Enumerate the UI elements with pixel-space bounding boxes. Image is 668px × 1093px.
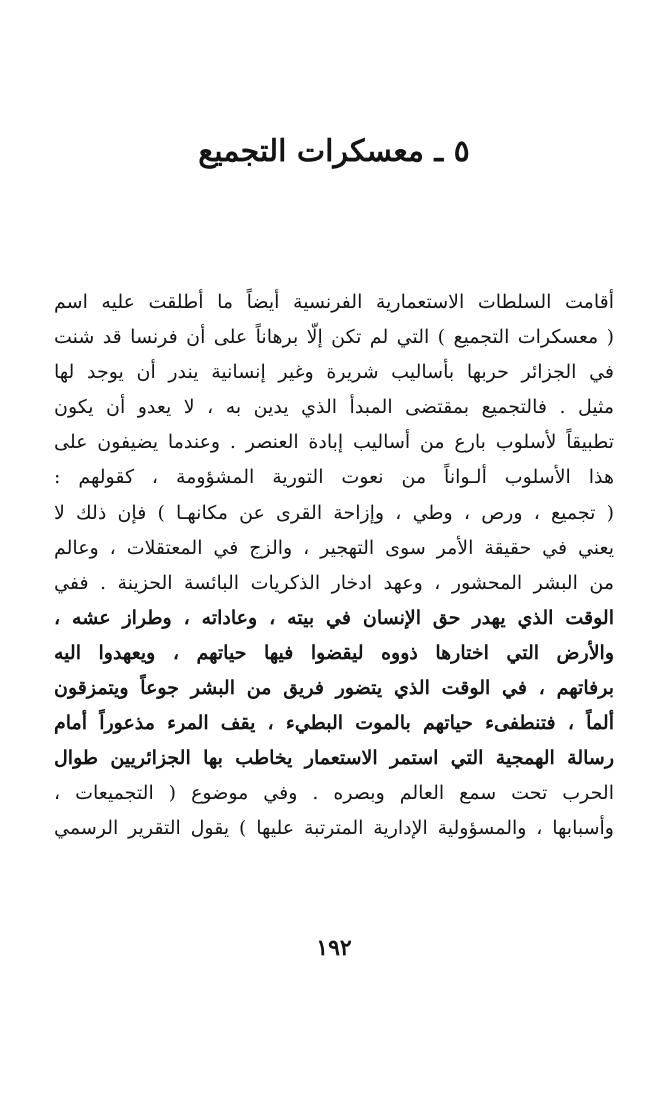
text-line: هذا الأسلوب ألـواناً من نعوت التورية المشؤومة ، كقولهم : <box>54 466 614 489</box>
text-line: يعني في حقيقة الأمر سوى التهجير ، والزج في المعتقلات ، وعالم <box>54 536 614 559</box>
text-line: برفاتهم ، في الوقت الذي يتضور فريق من البشر جوعاً ويتمزقون <box>54 677 614 700</box>
text-line: ألماً ، فتنطفىء حياتهم بالموت البطيء ، يقف المرء مذعوراً أمام <box>54 712 614 735</box>
text-line: أقامت السلطات الاستعمارية الفرنسية أيضاً ما أطلقت عليه اسم <box>54 291 614 313</box>
text-line: تطبيقاً لأسلوب بارع من أساليب إبادة العنصر . وعندما يضيفون على <box>54 431 614 454</box>
text-line: الحرب تحت سمع العالم وبصره . وفي موضوع ( التجميعات ، <box>54 782 614 805</box>
text-line: ( معسكرات التجميع ) التي لم تكن إلّا برهاناً على أن فرنسا قد شنت <box>54 326 614 349</box>
text-line: في الجزائر حربها بأساليب شريرة وغير إنسانية يندر أن يوجد لها <box>54 361 614 384</box>
chapter-title: ٥ ـ معسكرات التجميع <box>198 134 470 169</box>
page-number: ١٩٢ <box>316 935 352 961</box>
text-line: والأرض التي اختارها ذووه ليقضوا فيها حياتهم ، ويعهدوا اليه <box>54 641 614 664</box>
body-text <box>54 285 614 847</box>
text-line: ( تجميع ، ورص ، وطي ، وإزاحة القرى عن مكانهـا ) فإن ذلك لا <box>54 501 614 524</box>
text-line: من البشر المحشور ، وعهد ادخار الذكريات البائسة الحزينة . ففي <box>54 571 614 594</box>
text-line: مثيل . فالتجميع بمقتضى المبدأ الذي يدين به ، لا يعدو أن يكون <box>54 396 614 419</box>
text-line: رسالة الهمجية التي استمر الاستعمار يخاطب بها الجزائريين طوال <box>54 747 614 770</box>
text-line: الوقت الذي يهدر حق الإنسان في بيته ، وعاداته ، وطراز عشه ، <box>54 606 614 629</box>
text-line: وأسبابها ، والمسؤولية الإدارية المترتبة عليها ) يقول التقرير الرسمي <box>54 817 614 840</box>
